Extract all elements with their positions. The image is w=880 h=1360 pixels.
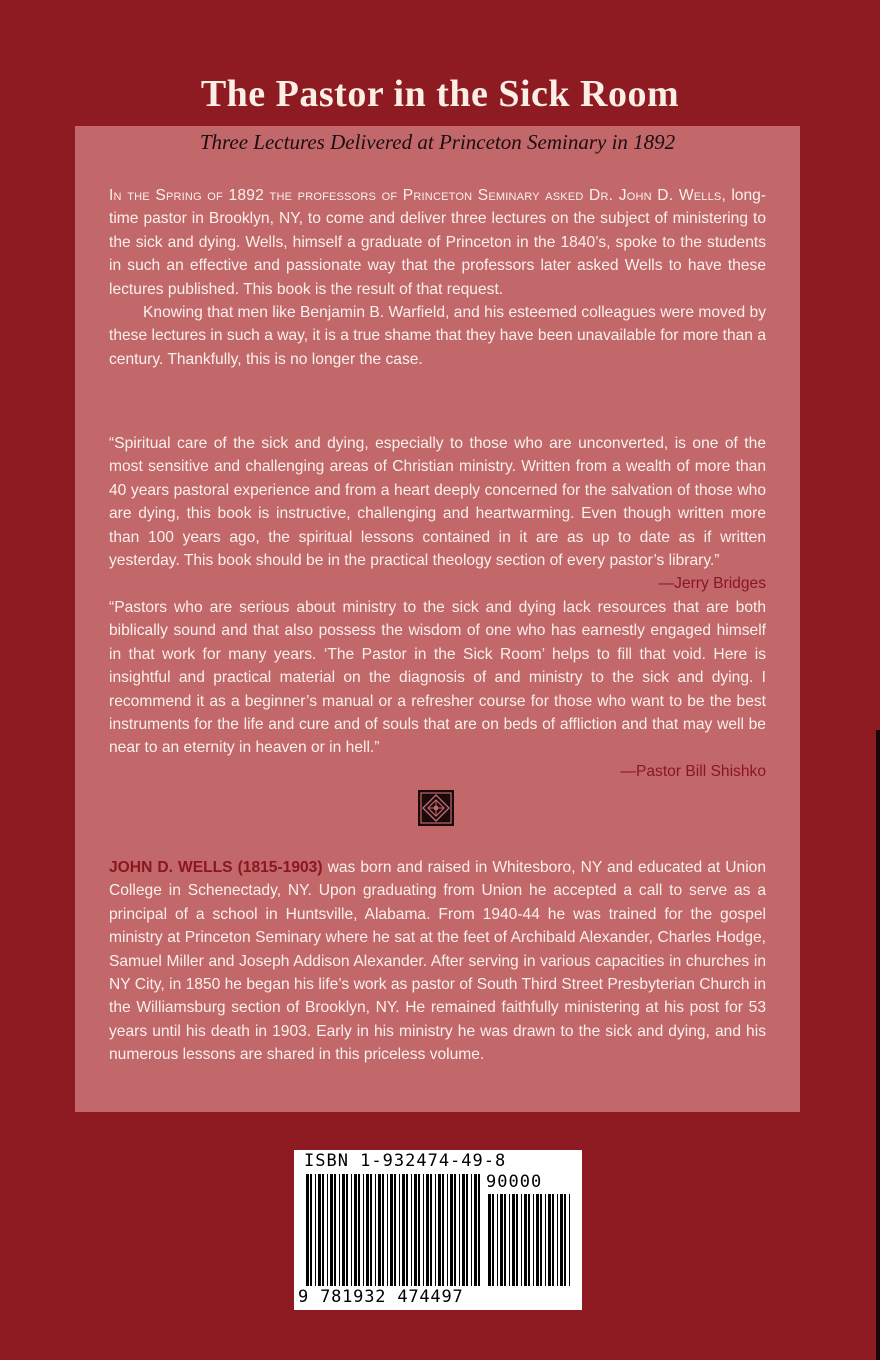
barcode-bar (346, 1174, 348, 1286)
barcode-bar (442, 1174, 444, 1286)
barcode-bar (399, 1174, 400, 1286)
barcode-bar (447, 1174, 448, 1286)
barcode-bar (454, 1174, 456, 1286)
barcode-bar (466, 1174, 468, 1286)
barcode-bar (536, 1194, 539, 1286)
barcode-bar (390, 1174, 393, 1286)
barcode-bar (504, 1194, 506, 1286)
barcode-bar (521, 1194, 522, 1286)
barcode-bar (533, 1194, 534, 1286)
barcode-bar (462, 1174, 465, 1286)
barcode-bar (315, 1174, 316, 1286)
text-panel (75, 126, 800, 1112)
barcode-bar (426, 1174, 429, 1286)
barcode-bar (354, 1174, 357, 1286)
barcode-block (294, 1150, 582, 1310)
barcode-bar (411, 1174, 412, 1286)
edge-shadow (876, 730, 880, 1360)
barcode-bar (564, 1194, 566, 1286)
barcode-bar (334, 1174, 336, 1286)
barcode-bar (375, 1174, 376, 1286)
barcode-bar (509, 1194, 510, 1286)
barcode-bar (545, 1194, 546, 1286)
intro-paragraph-1 (109, 184, 766, 301)
barcode-bar (560, 1194, 563, 1286)
barcode-bar (497, 1194, 498, 1286)
intro-section (109, 184, 766, 371)
book-subtitle: Three Lectures Delivered at Princeton Seminary in 1892 (199, 130, 676, 154)
endorsement-2-author: —Pastor Bill Shishko (620, 762, 766, 780)
barcode-bar (516, 1194, 518, 1286)
barcode-bar (435, 1174, 436, 1286)
barcode-bar (418, 1174, 420, 1286)
barcode-bar (471, 1174, 472, 1286)
book-title: The Pastor in the Sick Room (200, 73, 680, 115)
isbn-label: ISBN 1-932474-49-8 (304, 1151, 507, 1171)
barcode-bar (512, 1194, 515, 1286)
barcode-bar (318, 1174, 321, 1286)
barcode-bar (414, 1174, 417, 1286)
barcode-bar (387, 1174, 388, 1286)
barcode-bar (500, 1194, 503, 1286)
author-bio-text: was born and raised in Whitesboro, NY and educated at Union College in Schenectady, NY. Upon graduating from Union he accepted a call to serve as a principal of a school in Huntsville, Alabama. From 1940-44 he was trained for the gospel ministry at Princeton Seminary where he sat at the feet of Archibald Alexander, Charles Hodge, Samuel Miller and Joseph Addison Alexander. After serving in various capacities in churches in NY City, in 1850 he began his life’s work as pastor of South Third Street Presbyterian Church in the Williamsburg section of Brooklyn, NY. He remained faithfully ministering at his post for 53 years until his death in 1903. Early in his ministry he was drawn to the sick and dying, and his numerous lessons are shared in this priceless volume. (109, 859, 767, 1064)
barcode-bar (358, 1174, 360, 1286)
barcode-bar (524, 1194, 527, 1286)
barcode-bar (322, 1174, 324, 1286)
endorsement-2-text: “Pastors who are serious about ministry to the sick and dying lack resources that are both biblically sound and that also possess the wisdom of one who has earnestly engaged himself in that work for many years. ‘The Pastor in the Sick Room’ helps to fill that void. Here is insightful and practical material on the diagnosis of and ministry to the sick and dying. I recommend it as a beginner’s manual or a refresher course for those who want to be the best instruments for the life and cure and of souls that are on beds of affliction and that may well be near to an eternity in heaven or in hell.” (109, 599, 766, 757)
barcode-bar (330, 1174, 333, 1286)
author-name: JOHN D. WELLS (1815-1903) (109, 859, 323, 876)
barcode-bar (423, 1174, 424, 1286)
endorsement-1-text: “Spiritual care of the sick and dying, especially to those who are unconverted, is one of the most sensitive and challenging areas of Christian ministry. Written from a wealth of more than 40 years pastoral experience and from a heart deeply concerned for the salvation of those who are dying, this book is instructive, challenging and heartwarming. Even though written more than 100 years ago, the spiritual lessons contained in it are as up to date as if written yesterday. This book should be in the practical theology section of every pastor’s library.” (109, 435, 766, 570)
barcode-bar (528, 1194, 530, 1286)
barcode-bar (306, 1174, 309, 1286)
barcode-bar (366, 1174, 369, 1286)
barcode-bar (378, 1174, 381, 1286)
barcode-bar (310, 1174, 312, 1286)
barcode-bar (382, 1174, 384, 1286)
ean-number: 9 781932 474497 (298, 1287, 464, 1307)
barcode-bar (402, 1174, 405, 1286)
barcode-bar (557, 1194, 558, 1286)
barcode-bar (430, 1174, 432, 1286)
barcode-bar (394, 1174, 396, 1286)
price-code: 90000 (486, 1172, 543, 1192)
intro-paragraph-2: Knowing that men like Benjamin B. Warfield, and his esteemed colleagues were moved by these lectures in such a way, it is a true shame that they have been unavailable for more than a century. Thankfully, this is no longer the case. (109, 304, 766, 368)
endorsement-1-author: —Jerry Bridges (658, 575, 766, 593)
barcode-bar (474, 1174, 477, 1286)
endorsement-1 (109, 432, 766, 596)
barcode-bar (342, 1174, 345, 1286)
barcode-bar (548, 1194, 551, 1286)
barcode-bar (552, 1194, 554, 1286)
intro-paragraph-1-text: long-time pastor in Brooklyn, NY, to come and deliver three lectures on the subject of ministering to the sick and dying. Wells, himself a graduate of Princeton in the 1840’s, spoke to the students in such an effective and passionate way that the professors later asked Wells to have these lectures published. This book is the result of that request. (109, 187, 766, 298)
barcode-bar (363, 1174, 364, 1286)
barcode-bar (492, 1194, 494, 1286)
barcode-bar (459, 1174, 460, 1286)
barcode-bar (406, 1174, 408, 1286)
author-bio (109, 856, 766, 1067)
barcode-bar (327, 1174, 328, 1286)
barcode-bar (351, 1174, 352, 1286)
ornament-icon (418, 790, 454, 826)
barcode-bar (488, 1194, 491, 1286)
barcode-bar (370, 1174, 372, 1286)
barcode-bar (478, 1174, 480, 1286)
barcode-bar (540, 1194, 542, 1286)
barcode-bar (569, 1194, 570, 1286)
barcode-bar (438, 1174, 441, 1286)
endorsement-2 (109, 596, 766, 783)
intro-lead: In the Spring of 1892 the professors of Princeton Seminary asked Dr. John D. Wells, (109, 187, 726, 204)
barcode-bar (450, 1174, 453, 1286)
barcode-bar (339, 1174, 340, 1286)
